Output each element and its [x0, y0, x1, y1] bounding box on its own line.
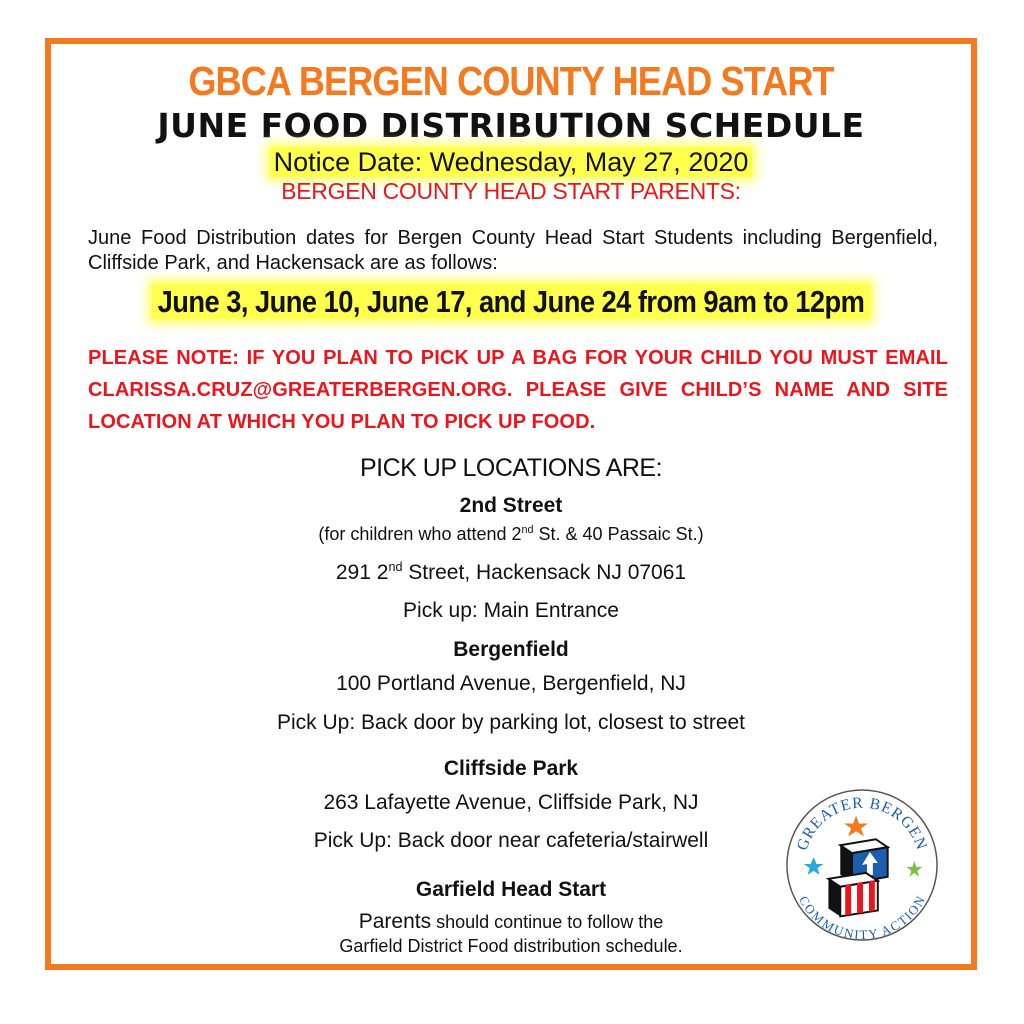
intro-paragraph: June Food Distribution dates for Bergen County Head Start Students including Bergenfield, Cliffside Park, and Hackensack are as follows:: [88, 227, 938, 274]
location-address-bergenfield: 100 Portland Avenue, Bergenfield, NJ: [336, 672, 686, 695]
garfield-parents: Parents: [358, 910, 432, 933]
distribution-dates-text: June 3, June 10, June 17, and June 24 from 9am to 12pm: [152, 284, 869, 319]
location-pickup-2nd-street: Pick up: Main Entrance: [403, 599, 619, 622]
notice-date-text: Notice Date: Wednesday, May 27, 2020: [270, 147, 753, 177]
location-pickup-cliffside: Pick Up: Back door near cafeteria/stairwell: [313, 829, 709, 852]
location-note-2nd-street: [51, 524, 971, 545]
location-address-2nd-street: [51, 561, 971, 585]
org-title: GBCA BERGEN COUNTY HEAD START: [188, 58, 834, 104]
greater-bergen-logo: [783, 786, 941, 944]
addr-sup: nd: [388, 560, 403, 574]
location-address-cliffside: 263 Lafayette Avenue, Cliffside Park, NJ: [323, 791, 699, 814]
bottom-block-icon: [828, 873, 877, 916]
audience-heading: BERGEN COUNTY HEAD START PARENTS:: [281, 178, 741, 204]
location-pickup-bergenfield: Pick Up: Back door by parking lot, closest to street: [276, 711, 746, 734]
distribution-dates: [106, 284, 916, 320]
note-post: St. & 40 Passaic St.): [533, 524, 704, 544]
addr-pre: 291 2: [335, 561, 389, 584]
garfield-line-1-rest: should continue to follow the: [431, 912, 664, 932]
garfield-line-2: Garfield District Food distribution schedule.: [339, 936, 683, 956]
flyer-frame: [45, 38, 977, 970]
locations-heading: PICK UP LOCATIONS ARE:: [359, 454, 663, 482]
pickup-notice: PLEASE NOTE: IF YOU PLAN TO PICK UP A BAG FOR YOUR CHILD YOU MUST EMAIL CLARISSA.CRUZ@GREATERBERGEN.ORG. PLEASE GIVE CHILD’S NAME AND SITE LOCATION AT WHICH YOU PLAN TO PICK UP FOOD.: [88, 347, 948, 433]
location-name-garfield: Garfield Head Start: [415, 878, 607, 901]
logo-bottom-text: COMMUNITY ACTION: [795, 893, 929, 943]
location-name-cliffside: Cliffside Park: [443, 757, 579, 780]
addr-post: Street, Hackensack NJ 07061: [402, 561, 687, 584]
schedule-title: JUNE FOOD DISTRIBUTION SCHEDULE: [157, 106, 865, 145]
notice-date: [51, 147, 971, 178]
logo-top-text: GREATER BERGEN: [793, 794, 931, 853]
location-name-2nd-street: 2nd Street: [459, 494, 563, 517]
note-sup: nd: [521, 524, 534, 536]
note-pre: (for children who attend 2: [318, 524, 522, 544]
location-name-bergenfield: Bergenfield: [453, 638, 569, 661]
